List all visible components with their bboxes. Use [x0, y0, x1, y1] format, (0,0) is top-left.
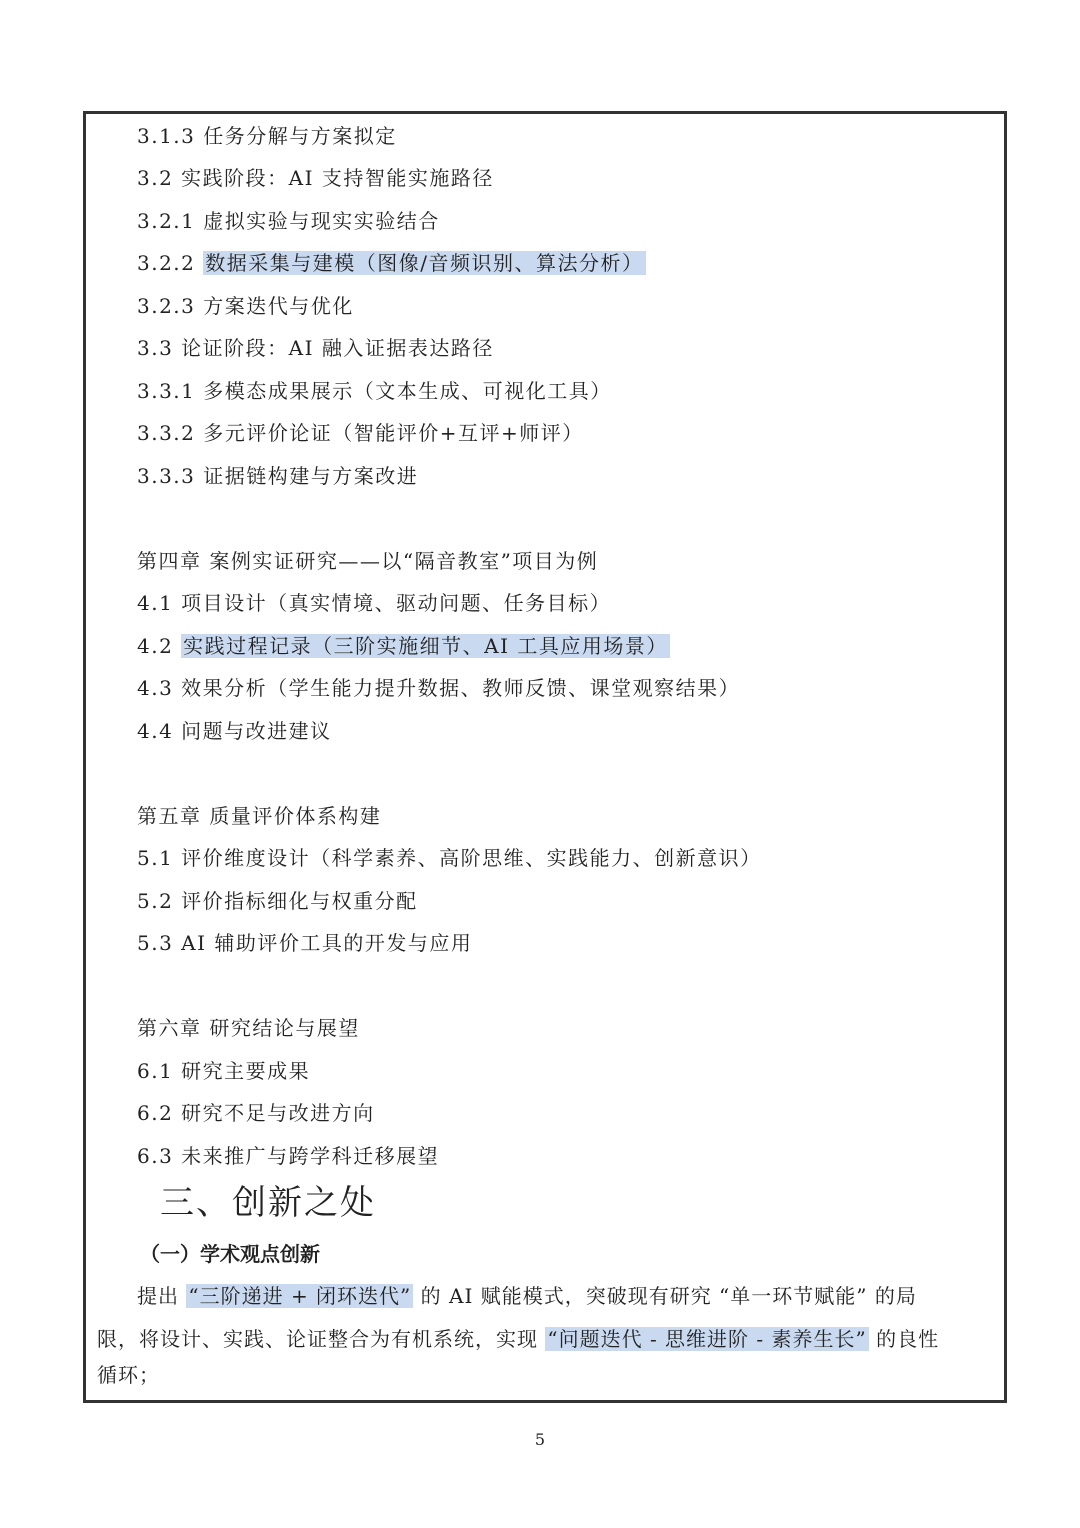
toc-item: 3.1.3 任务分解与方案拟定: [137, 124, 397, 148]
toc-item: 3.2.3 方案迭代与优化: [137, 294, 354, 318]
toc-chapter: 第六章 研究结论与展望: [137, 1016, 360, 1040]
text-highlight: 数据采集与建模（图像/音频识别、算法分析）: [205, 251, 644, 275]
toc-item: 5.2 评价指标细化与权重分配: [137, 889, 418, 913]
text-highlight: “三阶递进 + 闭环迭代”: [188, 1284, 412, 1308]
paragraph-line: 循环；: [97, 1363, 160, 1387]
toc-item: 3.3.3 证据链构建与方案改进: [137, 464, 419, 488]
paragraph-line: 限，将设计、实践、论证整合为有机系统，实现 “问题迭代 - 思维进阶 - 素养生长” 的良性: [97, 1327, 940, 1351]
toc-item: 3.2.1 虚拟实验与现实实验结合: [137, 209, 440, 233]
toc-item: 6.3 未来推广与跨学科迁移展望: [137, 1144, 440, 1168]
toc-item: 5.3 AI 辅助评价工具的开发与应用: [137, 931, 473, 955]
text-highlight: “问题迭代 - 思维进阶 - 素养生长”: [547, 1327, 867, 1351]
toc-item: 4.1 项目设计（真实情境、驱动问题、任务目标）: [137, 591, 612, 615]
toc-chapter: 第五章 质量评价体系构建: [137, 804, 382, 828]
page-number: 5: [534, 1430, 546, 1449]
toc-item: 4.4 问题与改进建议: [137, 719, 332, 743]
toc-item-highlighted: 4.2 实践过程记录（三阶实施细节、AI 工具应用场景）: [137, 634, 668, 658]
section-title: 三、创新之处: [160, 1183, 376, 1223]
toc-item: 3.3 论证阶段：AI 融入证据表达路径: [137, 336, 494, 360]
toc-item: 3.3.2 多元评价论证（智能评价+互评+师评）: [137, 421, 584, 445]
toc-item: 3.2 实践阶段：AI 支持智能实施路径: [137, 166, 494, 190]
toc-item: 6.2 研究不足与改进方向: [137, 1101, 375, 1125]
paragraph-line: 提出 “三阶递进 + 闭环迭代” 的 AI 赋能模式，突破现有研究 “单一环节赋能” 的局: [137, 1284, 917, 1308]
toc-item: 6.1 研究主要成果: [137, 1059, 311, 1083]
toc-chapter: 第四章 案例实证研究——以“隔音教室”项目为例: [137, 549, 599, 573]
section-subtitle: （一）学术观点创新: [140, 1242, 320, 1266]
toc-item: 5.1 评价维度设计（科学素养、高阶思维、实践能力、创新意识）: [137, 846, 762, 870]
toc-item: 3.3.1 多模态成果展示（文本生成、可视化工具）: [137, 379, 612, 403]
toc-item: 4.3 效果分析（学生能力提升数据、教师反馈、课堂观察结果）: [137, 676, 741, 700]
text-highlight: 实践过程记录（三阶实施细节、AI 工具应用场景）: [183, 634, 668, 658]
toc-item-highlighted: 3.2.2 数据采集与建模（图像/音频识别、算法分析）: [137, 251, 644, 275]
